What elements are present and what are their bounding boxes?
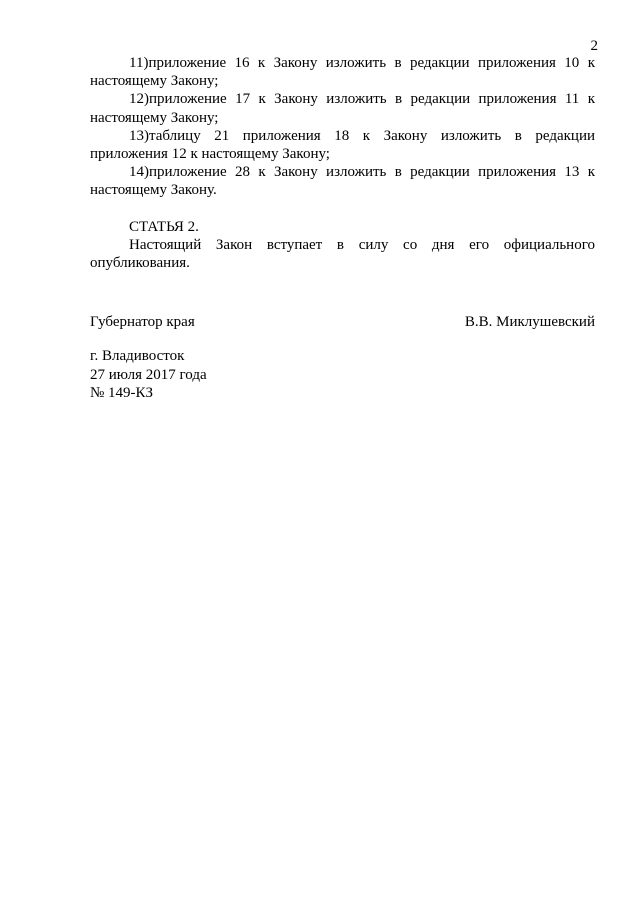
amendment-item-12: 12)приложение 17 к Закону изложить в редакции приложения 11 к настоящему Закону; (90, 91, 595, 126)
signatory-name: В.В. Миклушевский (464, 314, 595, 330)
article-text: Настоящий Закон вступает в силу со дня его официального опубликования. (90, 236, 595, 272)
article-heading: СТАТЬЯ 2. (129, 218, 199, 235)
amendment-item-13: 13)таблицу 21 приложения 18 к Закону изложить в редакции приложения 12 к настоящему Закону; (90, 127, 595, 163)
signatory-position: Губернатор края (90, 314, 195, 330)
document-footer (90, 347, 207, 403)
page-number: 2 (590, 38, 598, 54)
amendment-item-14: 14)приложение 28 к Закону изложить в редакции приложения 13 к настоящему Закону. (90, 164, 595, 199)
document-body (90, 54, 595, 272)
footer-city: г. Владивосток (90, 348, 185, 364)
footer-law-number: № 149-КЗ (90, 385, 154, 401)
signature-row (90, 313, 595, 331)
footer-date: 27 июля 2017 года (90, 366, 207, 383)
amendment-item-11: 11)приложение 16 к Закону изложить в редакции приложения 10 к настоящему Закону; (90, 55, 595, 90)
